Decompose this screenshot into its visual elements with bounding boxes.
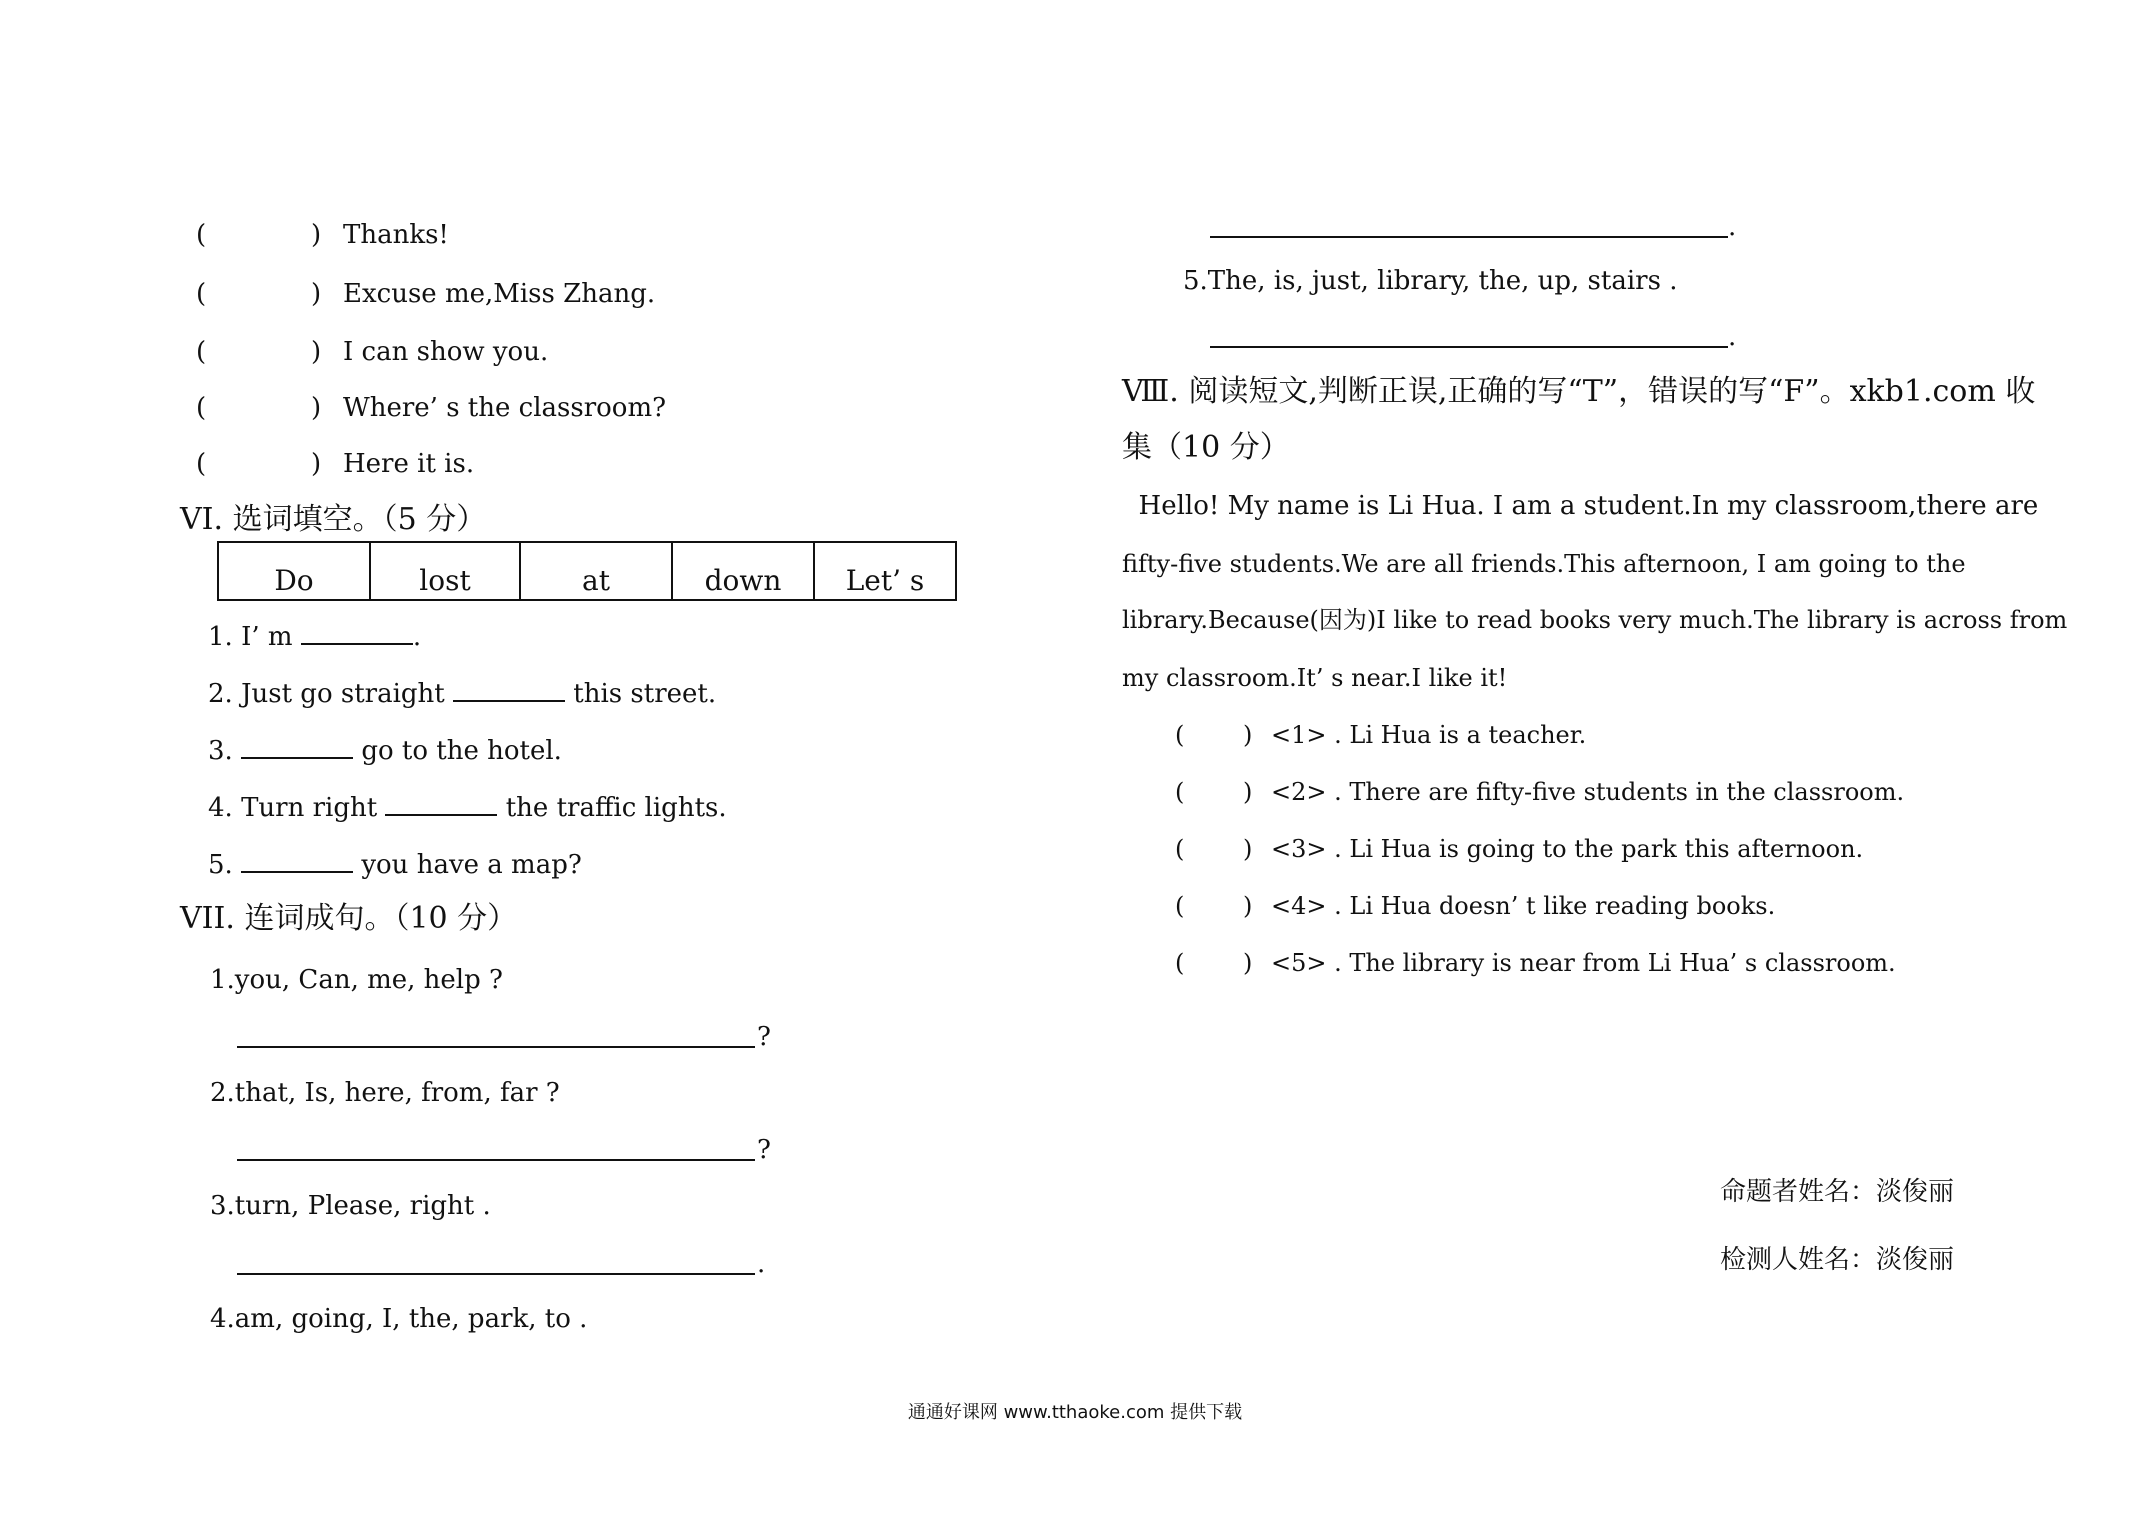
matching-item-5: ( ) Here it is. — [196, 449, 475, 479]
page-footer: 通通好课网 www.tthaoke.com 提供下载 — [907, 1402, 1243, 1423]
answer-end-mark: . — [1728, 212, 1737, 242]
author-name: 命题者姓名：淡俊丽 — [1720, 1177, 1955, 1207]
section-7-title: VII. 连词成句。（10 分） — [180, 901, 518, 936]
fill-blank[interactable] — [385, 792, 497, 816]
passage-line-2: fifty-five students.We are all friends.This afternoon, I am going to the — [1122, 550, 1966, 578]
section-8-title: Ⅷ. 阅读短文,判断正误,正确的写“T”，错误的写“F”。xkb1.com 收 — [1122, 374, 2036, 409]
section-6-title: VI. 选词填空。（5 分） — [180, 502, 487, 537]
word-bank-cell: at — [520, 542, 672, 600]
reorder-prompt-4: 4.am, going, I, the, park, to . — [210, 1304, 588, 1334]
tf-question-2: ( ) <2> . There are fifty-five students in the classroom. — [1175, 778, 1905, 806]
answer-end-mark: . — [757, 1249, 766, 1279]
checker-name: 检测人姓名：淡俊丽 — [1720, 1245, 1955, 1275]
fill-blank[interactable] — [301, 621, 413, 645]
passage-line-1: Hello! My name is Li Hua. I am a student.In my classroom,there are — [1122, 491, 2039, 521]
fill-item-3: 3. go to the hotel. — [208, 736, 562, 766]
answer-line[interactable] — [237, 1273, 755, 1275]
reorder-prompt-1: 1.you, Can, me, help ? — [210, 965, 503, 995]
answer-line[interactable] — [237, 1046, 755, 1048]
answer-end-mark: ? — [757, 1135, 771, 1165]
tf-question-5: ( ) <5> . The library is near from Li Hua’ s classroom. — [1175, 949, 1896, 977]
fill-item-1: 1. I’ m . — [208, 622, 422, 652]
tf-question-1: ( ) <1> . Li Hua is a teacher. — [1175, 721, 1587, 749]
fill-item-4: 4. Turn right the traffic lights. — [208, 793, 727, 823]
word-bank-table — [217, 541, 957, 601]
matching-item-1: ( ) Thanks! — [196, 220, 449, 250]
answer-end-mark: ? — [757, 1022, 771, 1052]
passage-line-3: library.Because(因为)I like to read books very much.The library is across from — [1122, 606, 2068, 634]
section-8-title-cont: 集（10 分） — [1122, 430, 1290, 465]
word-bank-cell: Let’ s — [814, 542, 956, 600]
paren-close: ) — [311, 220, 322, 250]
passage-line-4: my classroom.It’ s near.I like it! — [1122, 664, 1508, 692]
reorder-prompt-2: 2.that, Is, here, from, far ? — [210, 1078, 560, 1108]
matching-item-3: ( ) I can show you. — [196, 337, 549, 367]
fill-blank[interactable] — [241, 849, 353, 873]
word-bank-cell: Do — [218, 542, 370, 600]
answer-line[interactable] — [1210, 346, 1728, 348]
fill-item-5: 5. you have a map? — [208, 850, 582, 880]
fill-item-2: 2. Just go straight this street. — [208, 679, 717, 709]
answer-end-mark: . — [1728, 322, 1737, 352]
answer-line[interactable] — [237, 1159, 755, 1161]
word-bank-cell: lost — [370, 542, 520, 600]
answer-line[interactable] — [1210, 236, 1728, 238]
matching-item-4: ( ) Where’ s the classroom? — [196, 393, 667, 423]
word-bank-cell: down — [672, 542, 814, 600]
reorder-prompt-5: 5.The, is, just, library, the, up, stairs . — [1183, 266, 1678, 296]
matching-item-2: ( ) Excuse me,Miss Zhang. — [196, 279, 656, 309]
fill-blank[interactable] — [453, 678, 565, 702]
tf-question-4: ( ) <4> . Li Hua doesn’ t like reading books. — [1175, 892, 1776, 920]
tf-question-3: ( ) <3> . Li Hua is going to the park this afternoon. — [1175, 835, 1864, 863]
reorder-prompt-3: 3.turn, Please, right . — [210, 1191, 491, 1221]
fill-blank[interactable] — [241, 735, 353, 759]
